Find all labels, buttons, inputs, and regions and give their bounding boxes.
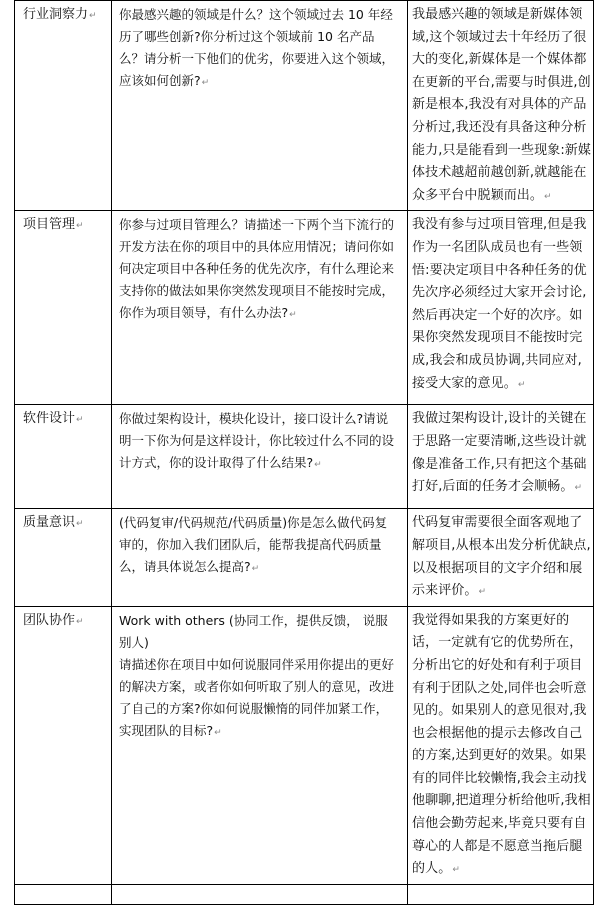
empty-cell [15,884,112,904]
table-row [15,509,594,606]
question-cell [112,606,408,884]
paragraph-mark-icon: ↵ [251,564,260,575]
document-table [14,0,594,905]
category-cell [15,211,112,405]
question-text: 请描述你在项目中如何说服同伴采用你提出的更好的解决方案，或者你如何听取了别人的意见，改进了自己的方案?你如何说服懒惰的同伴加紧工作，实现团队的目标?↵ [119,656,395,738]
question-text: 你最感兴趣的领域是什么？这个领域过去 10 年经历了哪些创新?你分析过这个领域前 10 名产品么？请分析一下他们的优劣，你要进入这个领域，应该如何创新?↵ [119,7,395,88]
answer-text: 我觉得如果我的方案更好的话，一定就有它的优势所在，分析出它的好处和有利于项目有利于团队之处,同伴也会听意见的。如果别人的意见很对,我也会根据他的提示去修改自己的方案,达到更好的效果。如果有的同伴比较懒惰,我会主动找他聊聊,把道理分析给他听,我相信他会勤劳起来,毕竟只要有自尊心的人都是不愿意当拖后腿的人。 [412,612,591,877]
answer-cell [408,509,594,606]
answer-cell [408,606,594,884]
question-text: 你做过架构设计，模块化设计，接口设计么?请说明一下你为何是这样设计，你比较过什么不同的设计方式，你的设计取得了什么结果?↵ [119,411,395,471]
category-cell [15,1,112,211]
answer-text: 我最感兴趣的领域是新媒体领域,这个领域过去十年经历了很大的变化,新媒体是一个媒体都在更新的平台,需要与时俱进,创新是根本,我没有对具体的产品分析过,我还没有具备这种分析能力,只是能看到一些现象:新媒体技术越超前越创新,就越能在众多平台中脱颖而出。 [412,7,592,203]
table-row-empty [15,884,594,904]
answer-cell [408,211,594,405]
paragraph-mark-icon: ↵ [314,460,322,471]
category-cell [15,405,112,509]
question-cell [112,211,408,405]
paragraph-mark-icon: ↵ [478,587,487,598]
category-text: 项目管理 [23,217,76,233]
empty-cell [408,884,594,904]
paragraph-mark-icon: ↵ [544,191,552,202]
paragraph-mark-icon: ↵ [452,865,460,876]
paragraph-mark-icon: ↵ [89,11,97,21]
answer-text: 我做过架构设计,设计的关键在于思路一定要清晰,这些设计就像是准备工作,只有把这个基础打好,后面的任务才会顺畅。 [412,411,587,495]
category-text: 质量意识 [23,515,76,531]
paragraph-mark-icon: ↵ [574,483,583,494]
table-row [15,405,594,509]
answer-text: 我没有参与过项目管理,但是我作为一名团队成员也有一些领悟:要决定项目中各种任务的优先次序必须经过大家开会讨论,然后再决定一个好的次序。如果你突然发现项目不能按时完成,我会和成员协调,共同应对,接受大家的意见。 [412,217,587,391]
table-row [15,606,594,884]
question-cell [112,509,408,606]
question-text: (代码复审/代码规范/代码质量)你是怎么做代码复审的，你加入我们团队后，能帮我提高代码质量么，请具体说怎么提高?↵ [119,515,388,575]
paragraph-mark-icon: ↵ [76,221,84,232]
category-cell [15,606,112,884]
paragraph-mark-icon: ↵ [289,310,297,321]
category-text: 行业洞察力 [23,7,89,22]
paragraph-mark-icon: ↵ [76,519,84,530]
table-row [15,211,594,405]
answer-cell [408,1,594,211]
paragraph-mark-icon: ↵ [76,616,84,627]
category-cell [15,509,112,606]
table-row [15,1,594,211]
question-text-intro: Work with others (协同工作，提供反馈， 说服别人) [119,612,388,650]
answer-text: 代码复审需要很全面客观地了解项目,从根本出发分析优缺点,以及根据项目的文字介绍和展示来评价。 [412,515,591,599]
question-cell [112,1,408,211]
paragraph-mark-icon: ↵ [201,78,210,88]
empty-cell [112,884,408,904]
answer-cell [408,405,594,509]
question-cell [112,405,408,509]
paragraph-mark-icon: ↵ [517,379,526,390]
category-text: 团队协作 [23,612,76,628]
category-text: 软件设计 [23,411,76,427]
question-text: 你参与过项目管理么？请描述一下两个当下流行的开发方法在你的项目中的具体应用情况；请问你如何决定项目中各种任务的优先次序，有什么理论来支持你的做法如果你突然发现项目不能按时完成，你作为项目领导，有什么办法?↵ [119,217,395,321]
paragraph-mark-icon: ↵ [214,727,222,738]
paragraph-mark-icon: ↵ [76,415,84,426]
